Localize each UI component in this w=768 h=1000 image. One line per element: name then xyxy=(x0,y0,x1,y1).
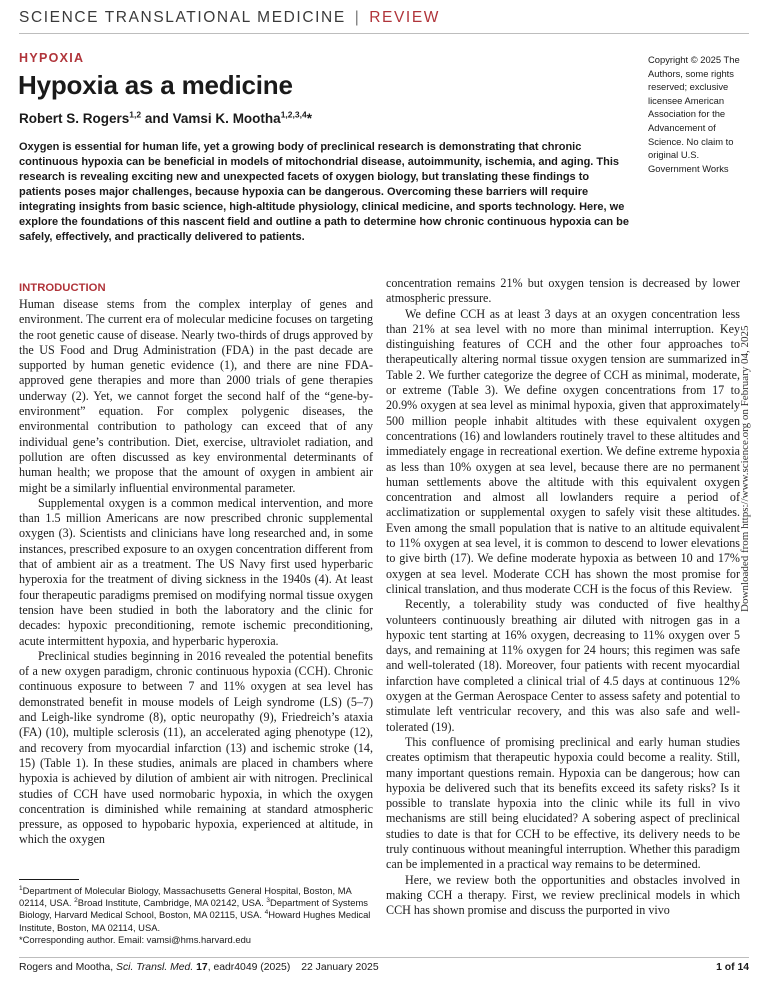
author-affiliation-marker: 1,2,3,4 xyxy=(280,109,307,120)
affiliations xyxy=(19,885,379,946)
header-divider xyxy=(19,33,749,34)
body-paragraph: Human disease stems from the complex interplay of genes and environment. The current era of molecular medicine focuses on targeting the root genetic cause of disease. Nearly two-thirds of drugs approved by the US Food and Drug Administration (FDA) in the past decade are supported by human genetic evidence (1), and there are nine FDA-approved gene therapies and more than 2000 trials of gene therapies underway (2). Yet, we cannot forget the second half of the “gene-by-environment” equation. For complex polygenic diseases, the environmental contribution to pathology can exceed that of any individual gene’s contribution. Diet, exercise, ultraviolet radiation, and pollution are often discussed as key environmental determinants of human health; we propose that the amount of oxygen in ambient air might be a similarly influential environmental parameter. xyxy=(19,297,373,495)
header-separator: | xyxy=(354,9,361,26)
affiliation-list xyxy=(19,885,379,934)
footer-journal: Sci. Transl. Med. xyxy=(116,962,194,973)
body-paragraph: Preclinical studies beginning in 2016 revealed the potential benefits of a new oxygen paradigm, chronic continuous hypoxia (CCH). Chronic continuous exposure to between 7 and 11% oxygen at sea level has demonstrated benefit in mouse models of Leigh syndrome (LS) (5–7) and Leigh-like syndrome (8), optic neuropathy (9), Friedreich’s ataxia (FA) (10), multiple sclerosis (11), an accelerated aging phenotype (12), and recovery from myocardial infarction (13) and ischemic stroke (14, 15) (Table 1). In these studies, animals are placed in chambers where hypoxia is achieved by dilution of ambient air with nitrogen. Preclinical studies of CCH have used normobaric hypoxia, in which the oxygen concentration is diminished while remaining at standard atmospheric pressure, as opposed to hypobaric hypoxia, experienced at altitude, in which the oxygen xyxy=(19,648,373,847)
page-number: 1 of 14 xyxy=(716,962,749,973)
footer-article-id: , eadr4049 (2025) xyxy=(207,962,291,973)
article-type: REVIEW xyxy=(369,9,440,26)
affiliation-number: 2 xyxy=(74,897,78,905)
section-heading: INTRODUCTION xyxy=(19,282,106,294)
journal-header xyxy=(19,9,440,27)
body-column-left xyxy=(19,281,373,848)
affiliation: Broad Institute, Cambridge, MA 02142, USA. xyxy=(77,897,264,909)
journal-name: SCIENCE TRANSLATIONAL MEDICINE xyxy=(19,9,346,26)
author-name[interactable]: Robert S. Rogers xyxy=(19,111,130,126)
affiliation: Department of Molecular Biology, Massachusetts General Hospital, Boston, MA 02114, USA. xyxy=(19,885,352,909)
footer-authors: Rogers and Mootha, xyxy=(19,962,114,973)
affiliation-number: 3 xyxy=(266,897,270,905)
affiliation: Department of Systems Biology, Harvard Medical School, Boston, MA 02115, USA. xyxy=(19,897,368,921)
footer-divider xyxy=(19,957,749,958)
affiliation: Howard Hughes Medical Institute, Boston, MA 02114, USA. xyxy=(19,909,371,933)
body-paragraph: concentration remains 21% but oxygen tension is decreased by lower atmospheric pressure. xyxy=(386,276,740,306)
abstract: Oxygen is essential for human life, yet a growing body of preclinical research is demonstrating that chronic continuous hypoxia can be beneficial in models of mitochondrial disease, autoimmunity, ischemia, and aging. This research is revealing exciting new and unexpected facets of oxygen biology, but translating these findings to patients poses major challenges, because hypoxia can be dangerous. Overcoming these barriers will require integrating insights from basic science, high-altitude physiology, clinical medicine, and sports technology. Here, we explore the foundations of this nascent field and outline a path to determine how chronic continuous hypoxia can be safely, effectively, and practically delivered to patients. xyxy=(19,141,629,243)
author-name[interactable]: Vamsi K. Mootha xyxy=(172,111,281,126)
author-affiliation-marker: 1,2 xyxy=(129,109,142,120)
article-title: Hypoxia as a medicine xyxy=(18,70,293,100)
citation-footer xyxy=(19,962,379,973)
body-paragraph: Supplemental oxygen is a common medical intervention, and more than 1.5 million Americans are now prescribed chronic supplemental oxygen (3). Scientists and clinicians have long researched and, in some instances, prescribed exposure to an oxygen concentration different from that of ambient air as a treatment. The US Navy first used hyperbaric hyperoxia for the treatment of diving sickness in the 1940s (4). At least four therapeutic paradigms premised on modifying normal tissue oxygen tension have been studied in both the laboratory and the clinic for decades: hypoxic preconditioning, remote ischemic preconditioning, acute intermittent hypoxia, and hyperbaric hyperoxia. xyxy=(19,495,373,648)
author-line xyxy=(19,111,312,126)
body-paragraph: Recently, a tolerability study was conducted of five healthy volunteers continuously breathing air diluted with nitrogen gas in a hypoxic tent starting at 16% oxygen, decreasing to 11% oxygen over 5 days, and remaining at 11% oxygen for 24 hours; this regimen was safe and well-tolerated (18). Moreover, four patients with recent myocardial infarction have completed a clinical trial of 4.5 days at continuous 12% oxygen at the German Aerospace Center to assess safety and potential to stimulate left ventricular recovery, and this was also safe and well-tolerated (19). xyxy=(386,597,740,734)
affiliation-number: 4 xyxy=(264,909,269,917)
footer-date: 22 January 2025 xyxy=(301,962,379,973)
author-conjunction: and xyxy=(144,111,169,126)
body-column-right xyxy=(386,276,740,918)
body-paragraph: We define CCH as at least 3 days at an oxygen concentration less than 21% at sea level with no more than minimal interruption. Key distinguishing features of CCH and the other four approaches to therapeutically altering normal tissue oxygen tension are summarized in Table 2. We further categorize the degree of CCH as minimal, moderate, or extreme (Table 3). We define oxygen concentrations from 17 to 20.9% oxygen at sea level as minimal hypoxia, given that approximately 500 million people inhabit altitudes with these equivalent oxygen concentrations (16) and lowlanders routinely travel to these altitudes and immediately engage in recreational exertion. We define extreme hypoxia as less than 10% oxygen at sea level, because there are no permanent human settlements above the altitude with this equivalent oxygen concentration and almost all lowlanders require a period of acclimatization or supplemental oxygen to safely visit these altitudes. Even among the small population that is native to an altitude equivalent to 11% oxygen at sea level, it is common to descend to lower elevations to give birth (17). We define moderate hypoxia as between 10 and 17% oxygen at sea level. Moderate CCH has shown the most promise for clinical translation, and thus moderate CCH is the focus of this Review. xyxy=(386,306,740,596)
body-paragraph: Here, we review both the opportunities and obstacles involved in making CCH a therapy. First, we review preclinical models in which CCH has shown promise and discuss the purported in vivo xyxy=(386,872,740,918)
corresponding-author-mark: * xyxy=(306,111,312,126)
affiliation-number: 1 xyxy=(19,884,23,892)
body-paragraph: This confluence of promising preclinical and early human studies creates optimism that therapeutic hypoxia could become a reality. Still, many important questions remain. Hypoxia can be dangerous; how can hypoxia be delivered such that its benefits exceed its safety risks? Is it possible to translate hypoxia into the clinic while its full in vivo mechanisms are still being elucidated? A sobering aspect of preclinical studies to date is that for CCH to be effective, its delivery needs to be truly continuous without meaningful interruption. Whether this paradigm can be implemented in a practical way remains to be determined. xyxy=(386,734,740,872)
footnote-divider xyxy=(19,879,79,880)
topic-kicker: HYPOXIA xyxy=(19,51,85,65)
download-watermark: Downloaded from https://www.science.org on February 04, 2025 xyxy=(739,325,751,612)
copyright-notice: Copyright © 2025 The Authors, some rights reserved; exclusive licensee American Association for the Advancement of Science. No claim to original U.S. Government Works xyxy=(648,54,740,174)
corresponding-author[interactable]: *Corresponding author. Email: vamsi@hms.harvard.edu xyxy=(19,933,252,945)
footer-volume: 17 xyxy=(196,962,208,973)
